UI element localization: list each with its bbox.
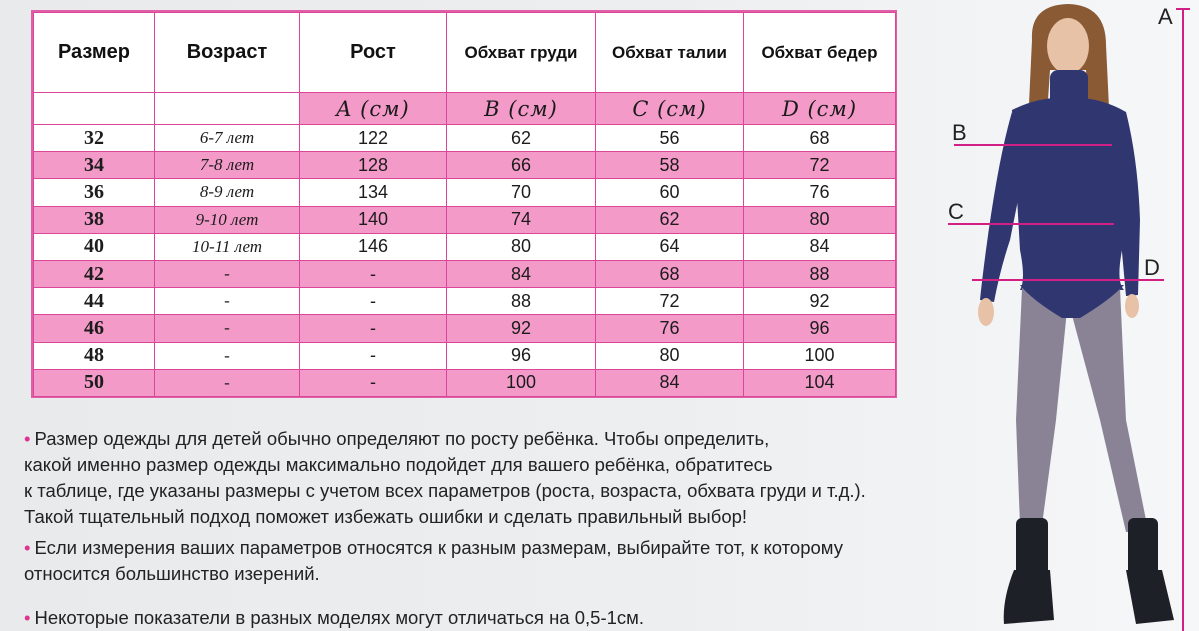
- left-boot-shape: [1004, 570, 1054, 624]
- cell-height: 140: [300, 206, 447, 233]
- note-text: к таблице, где указаны размеры с учетом всех параметров (роста, возраста, обхвата груди и т.д.).: [24, 480, 866, 501]
- height-guide-line: [1182, 8, 1184, 631]
- cell-size: 50: [34, 369, 155, 396]
- cell-age: 9-10 лет: [155, 206, 300, 233]
- cell-waist: 76: [596, 315, 744, 342]
- cell-chest: 88: [447, 288, 596, 315]
- cell-age: 10-11 лет: [155, 233, 300, 260]
- header-age: Возраст: [155, 13, 300, 93]
- header-size: Размер: [34, 13, 155, 93]
- table-row: [34, 260, 896, 287]
- cell-chest: 70: [447, 179, 596, 206]
- note-tolerance: [24, 605, 644, 631]
- header-hips: Обхват бедер: [744, 13, 896, 93]
- left-sock-shape: [1016, 518, 1048, 578]
- cell-chest: 62: [447, 125, 596, 152]
- note-text: какой именно размер одежды максимально подойдет для вашего ребёнка, обратитесь: [24, 454, 773, 475]
- cell-hips: 100: [744, 342, 896, 369]
- cell-hips: 84: [744, 233, 896, 260]
- cell-hips: 96: [744, 315, 896, 342]
- bullet-icon: •: [24, 428, 31, 449]
- unit-cell-empty: [155, 93, 300, 125]
- cell-waist: 64: [596, 233, 744, 260]
- cell-hips: 88: [744, 260, 896, 287]
- table-row: [34, 233, 896, 260]
- table-row: [34, 288, 896, 315]
- bullet-icon: •: [24, 607, 31, 628]
- table-row: [34, 342, 896, 369]
- cell-height: 146: [300, 233, 447, 260]
- model-figure: [940, 0, 1199, 631]
- cell-age: -: [155, 288, 300, 315]
- cell-age: -: [155, 260, 300, 287]
- cell-chest: 74: [447, 206, 596, 233]
- note-line: [24, 605, 644, 631]
- bullet-icon: •: [24, 537, 31, 558]
- header-chest: Обхват груди: [447, 13, 596, 93]
- cell-chest: 100: [447, 369, 596, 396]
- cell-hips: 68: [744, 125, 896, 152]
- header-waist: Обхват талии: [596, 13, 744, 93]
- cell-height: -: [300, 288, 447, 315]
- note-text: Размер одежды для детей обычно определяют по росту ребёнка. Чтобы определить,: [34, 428, 770, 449]
- table-units-row: [34, 93, 896, 125]
- cell-size: 44: [34, 288, 155, 315]
- note-line: [24, 504, 866, 530]
- cell-hips: 92: [744, 288, 896, 315]
- right-hand-shape: [1125, 294, 1139, 318]
- cell-height: 134: [300, 179, 447, 206]
- cell-hips: 72: [744, 152, 896, 179]
- cell-size: 34: [34, 152, 155, 179]
- cell-height: 128: [300, 152, 447, 179]
- cell-age: 8-9 лет: [155, 179, 300, 206]
- left-leg-shape: [1016, 288, 1068, 525]
- chest-guide-line: [954, 144, 1112, 146]
- cell-age: -: [155, 369, 300, 396]
- cell-hips: 104: [744, 369, 896, 396]
- note-line: [24, 535, 843, 561]
- cell-waist: 60: [596, 179, 744, 206]
- note-different-sizes: [24, 535, 843, 587]
- cell-height: -: [300, 369, 447, 396]
- cell-height: -: [300, 315, 447, 342]
- note-line: [24, 452, 866, 478]
- table-row: [34, 152, 896, 179]
- cell-chest: 84: [447, 260, 596, 287]
- note-line: [24, 426, 866, 452]
- cell-size: 48: [34, 342, 155, 369]
- unit-waist: C (см): [596, 93, 744, 125]
- waist-guide-line: [948, 223, 1114, 225]
- cell-waist: 72: [596, 288, 744, 315]
- cell-chest: 80: [447, 233, 596, 260]
- cell-size: 40: [34, 233, 155, 260]
- right-boot-shape: [1126, 570, 1174, 624]
- cell-chest: 96: [447, 342, 596, 369]
- cell-height: -: [300, 342, 447, 369]
- cell-height: -: [300, 260, 447, 287]
- cell-waist: 56: [596, 125, 744, 152]
- note-line: [24, 478, 866, 504]
- note-line: [24, 561, 843, 587]
- cell-size: 38: [34, 206, 155, 233]
- cell-waist: 62: [596, 206, 744, 233]
- cell-age: 7-8 лет: [155, 152, 300, 179]
- cell-hips: 76: [744, 179, 896, 206]
- hips-guide-line: [972, 279, 1164, 281]
- left-hand-shape: [978, 298, 994, 326]
- table-row: [34, 179, 896, 206]
- right-leg-shape: [1068, 288, 1148, 532]
- note-text: Некоторые показатели в разных моделях могут отличаться на 0,5-1см.: [34, 607, 644, 628]
- table-header-row: [34, 13, 896, 93]
- cell-height: 122: [300, 125, 447, 152]
- height-guide-top-tick: [1176, 8, 1190, 10]
- letter-a-label: A: [1158, 4, 1173, 29]
- cell-waist: 80: [596, 342, 744, 369]
- cell-waist: 58: [596, 152, 744, 179]
- cell-waist: 84: [596, 369, 744, 396]
- cell-chest: 92: [447, 315, 596, 342]
- cell-hips: 80: [744, 206, 896, 233]
- letter-d-label: D: [1144, 255, 1160, 280]
- cell-age: -: [155, 315, 300, 342]
- cell-age: 6-7 лет: [155, 125, 300, 152]
- size-table: [31, 10, 897, 398]
- cell-age: -: [155, 342, 300, 369]
- note-text: Если измерения ваших параметров относятся к разным размерам, выбирайте тот, к которому: [34, 537, 843, 558]
- table-row: [34, 125, 896, 152]
- unit-height: A (см): [300, 93, 447, 125]
- cell-size: 36: [34, 179, 155, 206]
- face-shape: [1047, 18, 1089, 74]
- cell-waist: 68: [596, 260, 744, 287]
- model-illustration: [940, 0, 1199, 631]
- unit-cell-empty: [34, 93, 155, 125]
- note-size-by-height: [24, 426, 866, 530]
- table-row: [34, 315, 896, 342]
- cell-size: 32: [34, 125, 155, 152]
- letter-b-label: B: [952, 120, 967, 145]
- unit-hips: D (см): [744, 93, 896, 125]
- letter-c-label: C: [948, 199, 964, 224]
- note-text: относится большинство изерений.: [24, 563, 320, 584]
- note-text: Такой тщательный подход поможет избежать ошибки и сделать правильный выбор!: [24, 506, 748, 527]
- torso-shape: [1012, 98, 1126, 290]
- unit-chest: B (см): [447, 93, 596, 125]
- cell-size: 42: [34, 260, 155, 287]
- right-sock-shape: [1128, 518, 1158, 578]
- cell-chest: 66: [447, 152, 596, 179]
- table-row: [34, 206, 896, 233]
- table-row: [34, 369, 896, 396]
- cell-size: 46: [34, 315, 155, 342]
- header-height: Рост: [300, 13, 447, 93]
